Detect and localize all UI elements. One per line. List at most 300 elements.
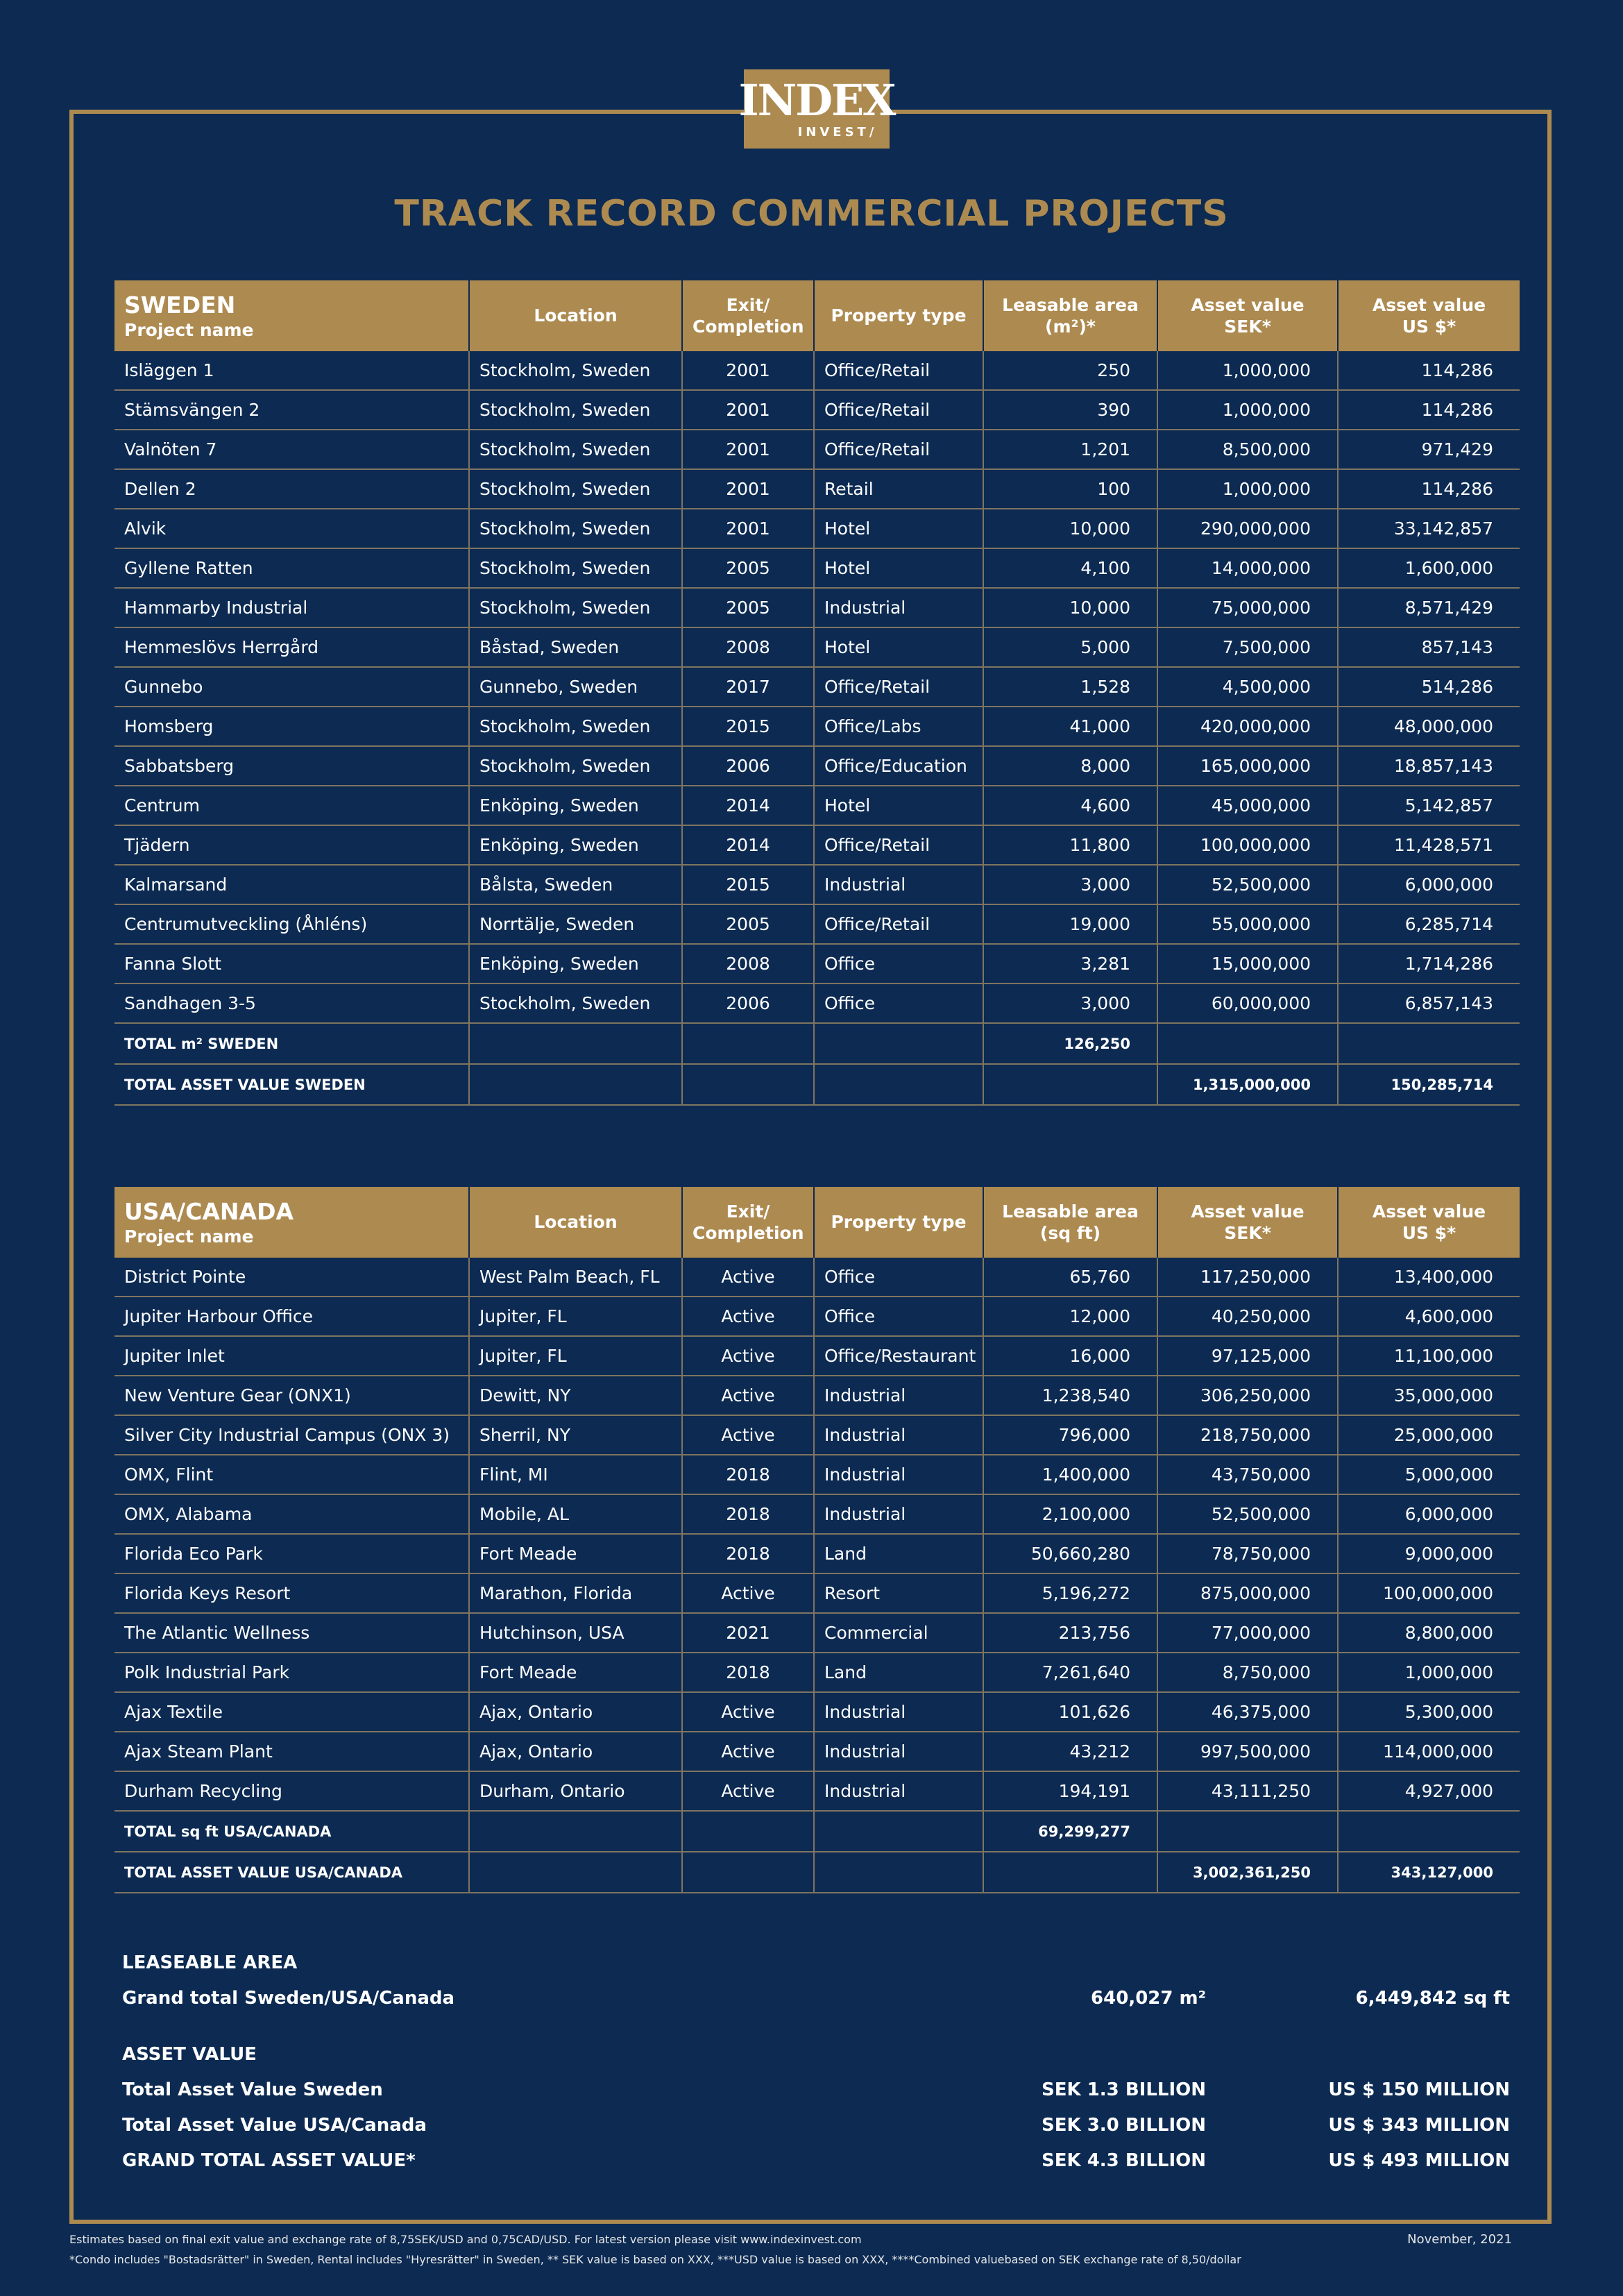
cell-exit: 2008 [682,944,814,984]
sweden-total-value-row [114,1064,1520,1105]
leaseable-area-heading [122,1945,1510,1981]
summary-sek: SEK 4.3 BILLION [1042,2150,1206,2171]
cell-sek: 15,000,000 [1157,944,1338,984]
cell-area: 43,212 [983,1732,1157,1771]
cell-sek: 100,000,000 [1157,825,1338,865]
cell-area: 10,000 [983,588,1157,627]
cell-location: Fort Meade [469,1653,682,1692]
grand-area-row [122,1981,1510,2016]
cell-sek: 218,750,000 [1157,1415,1338,1455]
cell-usd: 4,927,000 [1338,1771,1520,1811]
asset-value-heading [122,2037,1510,2073]
empty-cell [682,1023,814,1064]
cell-location: Enköping, Sweden [469,786,682,825]
cell-sek: 52,500,000 [1157,1494,1338,1534]
cell-sek: 997,500,000 [1157,1732,1338,1771]
sek-heading-line2: SEK* [1224,316,1271,337]
summary-usd: US $ 493 MILLION [1328,2150,1510,2171]
cell-area: 194,191 [983,1771,1157,1811]
sek-heading-line1: Asset value [1191,294,1305,315]
cell-exit: 2018 [682,1653,814,1692]
cell-sek: 1,000,000 [1157,469,1338,509]
cell-location: Båstad, Sweden [469,627,682,667]
cell-type: Industrial [814,1455,983,1494]
table-row [114,1771,1520,1811]
cell-usd: 1,714,286 [1338,944,1520,984]
area-heading-line1: Leasable area [1002,1201,1139,1222]
cell-name: Silver City Industrial Campus (ONX 3) [114,1415,469,1455]
cell-area: 12,000 [983,1297,1157,1336]
cell-location: Ajax, Ontario [469,1692,682,1732]
total-area-label: TOTAL m² SWEDEN [114,1023,469,1064]
cell-sek: 420,000,000 [1157,707,1338,746]
cell-exit: 2018 [682,1494,814,1534]
cell-name: The Atlantic Wellness [114,1613,469,1653]
empty-cell [469,1852,682,1893]
usa-canada-projects-table [114,1187,1520,1893]
table-row [114,1258,1520,1297]
cell-type: Hotel [814,786,983,825]
table-row [114,509,1520,548]
cell-type: Hotel [814,627,983,667]
cell-area: 3,000 [983,865,1157,904]
summary-label: Total Asset Value USA/Canada [122,2115,427,2136]
cell-sek: 55,000,000 [1157,904,1338,944]
cell-usd: 4,600,000 [1338,1297,1520,1336]
summary-label: Total Asset Value Sweden [122,2079,383,2100]
cell-exit: 2018 [682,1534,814,1573]
cell-sek: 75,000,000 [1157,588,1338,627]
header-leasable-area [983,1187,1157,1258]
table-row [114,1613,1520,1653]
sweden-projects-table [114,280,1520,1106]
table-row [114,1336,1520,1376]
table-row [114,1534,1520,1573]
cell-location: Mobile, AL [469,1494,682,1534]
cell-exit: Active [682,1692,814,1732]
cell-area: 4,100 [983,548,1157,588]
cell-location: Stockholm, Sweden [469,707,682,746]
cell-exit: 2014 [682,786,814,825]
cell-type: Office/Retail [814,390,983,430]
cell-name: Gyllene Ratten [114,548,469,588]
header-asset-value-usd [1338,280,1520,351]
leaseable-area-heading-text: LEASEABLE AREA [122,1952,298,1973]
table-row [114,707,1520,746]
cell-name: Fanna Slott [114,944,469,984]
cell-usd: 5,000,000 [1338,1455,1520,1494]
cell-exit: 2005 [682,588,814,627]
cell-area: 3,281 [983,944,1157,984]
cell-location: Stockholm, Sweden [469,746,682,786]
cell-type: Office/Restaurant [814,1336,983,1376]
cell-name: District Pointe [114,1258,469,1297]
cell-type: Office [814,1258,983,1297]
cell-sek: 875,000,000 [1157,1573,1338,1613]
total-area-value: 126,250 [983,1023,1157,1064]
cell-usd: 514,286 [1338,667,1520,707]
cell-name: Gunnebo [114,667,469,707]
header-exit [682,1187,814,1258]
cell-sek: 7,500,000 [1157,627,1338,667]
cell-exit: 2017 [682,667,814,707]
grand-area-label: Grand total Sweden/USA/Canada [122,1988,455,2009]
header-exit [682,280,814,351]
cell-type: Office/Retail [814,430,983,469]
summary-row-sweden [122,2073,1510,2108]
country-heading: SWEDEN [124,291,236,319]
total-value-usd: 150,285,714 [1338,1064,1520,1105]
cell-sek: 14,000,000 [1157,548,1338,588]
cell-sek: 1,000,000 [1157,390,1338,430]
cell-location: West Palm Beach, FL [469,1258,682,1297]
cell-sek: 60,000,000 [1157,984,1338,1023]
cell-name: Alvik [114,509,469,548]
cell-name: Kalmarsand [114,865,469,904]
cell-exit: 2018 [682,1455,814,1494]
cell-type: Industrial [814,865,983,904]
cell-location: Gunnebo, Sweden [469,667,682,707]
cell-area: 19,000 [983,904,1157,944]
usa-header-row [114,1187,1520,1258]
cell-usd: 114,286 [1338,351,1520,390]
cell-exit: 2005 [682,548,814,588]
cell-area: 213,756 [983,1613,1157,1653]
cell-name: Hammarby Industrial [114,588,469,627]
cell-type: Resort [814,1573,983,1613]
cell-name: Centrumutveckling (Åhléns) [114,904,469,944]
table-row [114,1376,1520,1415]
cell-area: 5,196,272 [983,1573,1157,1613]
summary-section [122,1945,1510,2179]
cell-exit: 2006 [682,746,814,786]
table-row [114,627,1520,667]
cell-type: Office/Retail [814,667,983,707]
empty-cell [682,1852,814,1893]
cell-usd: 9,000,000 [1338,1534,1520,1573]
cell-sek: 43,111,250 [1157,1771,1338,1811]
cell-sek: 117,250,000 [1157,1258,1338,1297]
cell-usd: 6,000,000 [1338,865,1520,904]
table-row [114,1573,1520,1613]
total-area-label: TOTAL sq ft USA/CANADA [114,1811,469,1852]
cell-name: Polk Industrial Park [114,1653,469,1692]
usa-total-area-row [114,1811,1520,1852]
cell-exit: 2006 [682,984,814,1023]
cell-exit: Active [682,1415,814,1455]
cell-usd: 1,600,000 [1338,548,1520,588]
cell-area: 7,261,640 [983,1653,1157,1692]
summary-usd: US $ 343 MILLION [1328,2115,1510,2136]
cell-exit: Active [682,1258,814,1297]
table-row [114,1415,1520,1455]
usd-heading-line2: US $* [1402,1223,1456,1243]
cell-sek: 46,375,000 [1157,1692,1338,1732]
table-row [114,1732,1520,1771]
exit-heading-line2: Completion [692,316,804,337]
header-project-name [114,1187,469,1258]
cell-name: Centrum [114,786,469,825]
cell-sek: 97,125,000 [1157,1336,1338,1376]
cell-name: Stämsvängen 2 [114,390,469,430]
cell-sek: 8,750,000 [1157,1653,1338,1692]
table-row [114,746,1520,786]
usa-total-value-row [114,1852,1520,1893]
table-row [114,944,1520,984]
table-row [114,548,1520,588]
table-row [114,1455,1520,1494]
cell-area: 1,400,000 [983,1455,1157,1494]
cell-location: Sherril, NY [469,1415,682,1455]
cell-location: Enköping, Sweden [469,944,682,984]
total-value-sek: 1,315,000,000 [1157,1064,1338,1105]
cell-exit: 2001 [682,509,814,548]
cell-type: Office [814,984,983,1023]
cell-type: Industrial [814,1771,983,1811]
cell-exit: Active [682,1297,814,1336]
cell-exit: Active [682,1376,814,1415]
usd-heading-line1: Asset value [1372,1201,1486,1222]
area-heading-line2: (sq ft) [1039,1223,1101,1243]
cell-usd: 114,000,000 [1338,1732,1520,1771]
summary-row-grand-total [122,2143,1510,2179]
cell-type: Office/Retail [814,825,983,865]
sweden-total-area-row [114,1023,1520,1064]
table-row [114,351,1520,390]
usd-heading-line1: Asset value [1372,294,1486,315]
cell-exit: Active [682,1771,814,1811]
cell-location: Stockholm, Sweden [469,469,682,509]
cell-exit: Active [682,1732,814,1771]
cell-location: Dewitt, NY [469,1376,682,1415]
header-property-type: Property type [814,1187,983,1258]
cell-location: Stockholm, Sweden [469,430,682,469]
cell-location: Stockholm, Sweden [469,588,682,627]
cell-usd: 857,143 [1338,627,1520,667]
empty-cell [1157,1023,1338,1064]
area-heading-line1: Leasable area [1002,294,1139,315]
cell-usd: 100,000,000 [1338,1573,1520,1613]
cell-area: 250 [983,351,1157,390]
cell-name: OMX, Flint [114,1455,469,1494]
usd-heading-line2: US $* [1402,316,1456,337]
project-name-heading: Project name [124,1226,254,1247]
grand-area-sqft: 6,449,842 sq ft [1355,1988,1510,2009]
empty-cell [814,1064,983,1105]
table-row [114,904,1520,944]
empty-cell [469,1811,682,1852]
cell-area: 2,100,000 [983,1494,1157,1534]
cell-sek: 43,750,000 [1157,1455,1338,1494]
cell-usd: 8,800,000 [1338,1613,1520,1653]
cell-usd: 13,400,000 [1338,1258,1520,1297]
cell-name: Sabbatsberg [114,746,469,786]
cell-location: Jupiter, FL [469,1336,682,1376]
table-row [114,1653,1520,1692]
cell-name: Jupiter Inlet [114,1336,469,1376]
header-asset-value-usd [1338,1187,1520,1258]
cell-exit: 2014 [682,825,814,865]
cell-area: 41,000 [983,707,1157,746]
cell-type: Industrial [814,1376,983,1415]
header-project-name [114,280,469,351]
cell-usd: 6,000,000 [1338,1494,1520,1534]
cell-name: Valnöten 7 [114,430,469,469]
country-heading: USA/CANADA [124,1197,294,1225]
cell-usd: 114,286 [1338,469,1520,509]
project-name-heading: Project name [124,320,254,340]
summary-usd: US $ 150 MILLION [1328,2079,1510,2100]
cell-type: Industrial [814,588,983,627]
cell-sek: 8,500,000 [1157,430,1338,469]
cell-type: Office/Labs [814,707,983,746]
cell-name: Florida Keys Resort [114,1573,469,1613]
summary-label: GRAND TOTAL ASSET VALUE* [122,2150,416,2171]
area-heading-line2: (m²)* [1045,316,1096,337]
cell-type: Industrial [814,1692,983,1732]
cell-area: 1,201 [983,430,1157,469]
cell-area: 11,800 [983,825,1157,865]
cell-area: 100 [983,469,1157,509]
cell-area: 10,000 [983,509,1157,548]
cell-sek: 165,000,000 [1157,746,1338,786]
sek-heading-line2: SEK* [1224,1223,1271,1243]
cell-usd: 11,100,000 [1338,1336,1520,1376]
cell-location: Stockholm, Sweden [469,509,682,548]
cell-sek: 45,000,000 [1157,786,1338,825]
cell-exit: 2015 [682,865,814,904]
empty-cell [469,1064,682,1105]
cell-usd: 6,285,714 [1338,904,1520,944]
table-row [114,469,1520,509]
cell-location: Fort Meade [469,1534,682,1573]
table-row [114,825,1520,865]
cell-sek: 4,500,000 [1157,667,1338,707]
cell-name: Homsberg [114,707,469,746]
index-invest-logo [738,69,895,149]
cell-usd: 8,571,429 [1338,588,1520,627]
cell-location: Bålsta, Sweden [469,865,682,904]
cell-area: 8,000 [983,746,1157,786]
cell-exit: 2015 [682,707,814,746]
cell-name: Jupiter Harbour Office [114,1297,469,1336]
header-location: Location [469,1187,682,1258]
cell-type: Office/Education [814,746,983,786]
cell-usd: 5,142,857 [1338,786,1520,825]
cell-exit: 2001 [682,351,814,390]
table-row [114,1297,1520,1336]
cell-type: Land [814,1653,983,1692]
cell-type: Office/Retail [814,351,983,390]
cell-name: Ajax Steam Plant [114,1732,469,1771]
summary-row-usa-canada [122,2108,1510,2143]
cell-location: Flint, MI [469,1455,682,1494]
cell-name: Dellen 2 [114,469,469,509]
cell-location: Marathon, Florida [469,1573,682,1613]
cell-name: Florida Eco Park [114,1534,469,1573]
empty-cell [983,1852,1157,1893]
cell-area: 5,000 [983,627,1157,667]
cell-location: Durham, Ontario [469,1771,682,1811]
header-asset-value-sek [1157,1187,1338,1258]
cell-usd: 971,429 [1338,430,1520,469]
cell-name: Sandhagen 3-5 [114,984,469,1023]
sek-heading-line1: Asset value [1191,1201,1305,1222]
cell-sek: 290,000,000 [1157,509,1338,548]
total-value-sek: 3,002,361,250 [1157,1852,1338,1893]
cell-area: 65,760 [983,1258,1157,1297]
cell-usd: 5,300,000 [1338,1692,1520,1732]
cell-type: Industrial [814,1415,983,1455]
table-row [114,390,1520,430]
asset-value-heading-text: ASSET VALUE [122,2044,257,2065]
table-row [114,1494,1520,1534]
cell-type: Retail [814,469,983,509]
cell-exit: 2008 [682,627,814,667]
cell-sek: 40,250,000 [1157,1297,1338,1336]
cell-exit: Active [682,1336,814,1376]
cell-area: 1,528 [983,667,1157,707]
cell-usd: 48,000,000 [1338,707,1520,746]
cell-location: Stockholm, Sweden [469,984,682,1023]
cell-location: Hutchinson, USA [469,1613,682,1653]
cell-name: New Venture Gear (ONX1) [114,1376,469,1415]
cell-location: Norrtälje, Sweden [469,904,682,944]
empty-cell [814,1811,983,1852]
total-value-label: TOTAL ASSET VALUE SWEDEN [114,1064,469,1105]
cell-location: Stockholm, Sweden [469,548,682,588]
cell-sek: 306,250,000 [1157,1376,1338,1415]
exit-heading-line1: Exit/ [726,294,770,315]
table-row [114,786,1520,825]
header-leasable-area [983,280,1157,351]
cell-type: Commercial [814,1613,983,1653]
cell-area: 390 [983,390,1157,430]
cell-area: 1,238,540 [983,1376,1157,1415]
cell-sek: 52,500,000 [1157,865,1338,904]
empty-cell [814,1023,983,1064]
cell-type: Office [814,1297,983,1336]
cell-location: Ajax, Ontario [469,1732,682,1771]
cell-name: Ajax Textile [114,1692,469,1732]
empty-cell [1338,1023,1520,1064]
summary-sek: SEK 1.3 BILLION [1042,2079,1206,2100]
cell-type: Industrial [814,1732,983,1771]
cell-exit: 2021 [682,1613,814,1653]
cell-usd: 33,142,857 [1338,509,1520,548]
grand-area-m2: 640,027 m² [1091,1988,1206,2009]
empty-cell [682,1064,814,1105]
cell-exit: Active [682,1573,814,1613]
total-area-value: 69,299,277 [983,1811,1157,1852]
cell-usd: 11,428,571 [1338,825,1520,865]
cell-name: Tjädern [114,825,469,865]
empty-cell [682,1811,814,1852]
table-row [114,865,1520,904]
cell-type: Hotel [814,548,983,588]
cell-usd: 25,000,000 [1338,1415,1520,1455]
header-property-type: Property type [814,280,983,351]
total-value-label: TOTAL ASSET VALUE USA/CANADA [114,1852,469,1893]
empty-cell [814,1852,983,1893]
footer-note-1: Estimates based on final exit value and exchange rate of 8,75SEK/USD and 0,75CAD/USD. For latest version please visit www.indexinvest.com [69,2233,862,2246]
table-row [114,667,1520,707]
page-title: TRACK RECORD COMMERCIAL PROJECTS [394,193,1229,235]
exit-heading-line1: Exit/ [726,1201,770,1222]
cell-area: 3,000 [983,984,1157,1023]
cell-usd: 6,857,143 [1338,984,1520,1023]
cell-type: Hotel [814,509,983,548]
